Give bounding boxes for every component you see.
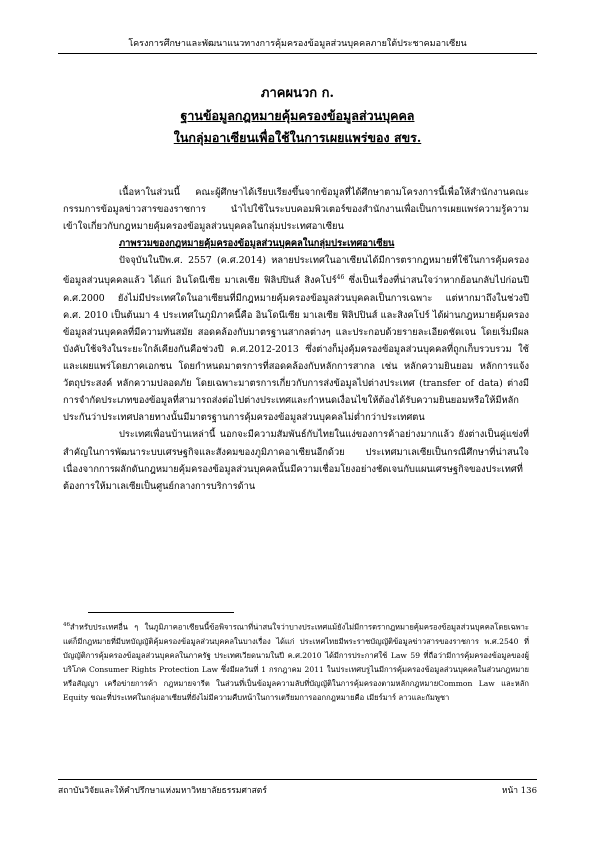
running-header: โครงการศึกษาและพัฒนาแนวทางการคุ้มครองข้อมูลส่วนบุคคลภายใต้ประชาคมอาเซียน	[58, 38, 537, 54]
footnote-reference[interactable]: 46	[336, 274, 345, 282]
section-heading: ภาพรวมของกฎหมายคุ้มครองข้อมูลส่วนบุคคลในกลุ่มประเทศอาเซียน	[119, 238, 395, 250]
page-number: หน้า 136	[501, 786, 537, 796]
page-footer	[58, 779, 537, 797]
overview-text-part2: ซึ่งเป็นเรื่องที่น่าสนใจว่าหากย้อนกลับไปก่อนปี ค.ศ.2000 ยังไม่มีประเทศใดในอาเซียนที่มีกฎหมายคุ้มครองข้อมูลส่วนบุคคลเป็นการเฉพาะ แต่หากมาถึงในช่วงปี ค.ศ. 2010 เป็นต้นมา 4 ประเทศในภูมิภาคนี้คือ อินโดนีเซีย มาเลเซีย ฟิลิปปินส์ และสิงคโปร์ ได้ผ่านกฎหมายคุ้มครองข้อมูลส่วนบุคคลที่มีความทันสมัย สอดคล้องกับมาตรฐานสากลต่างๆ และประกอบด้วยรายละเอียดชัดเจน โดยเริ่มมีผลบังคับใช้จริงในระยะใกล้เคียงกันคือช่วงปี ค.ศ.2012-2013 ซึ่งต่างก็มุ่งคุ้มครองข้อมูลส่วนบุคคลที่ถูกเก็บรวบรวม ใช้ และเผยแพร่โดยภาคเอกชน โดยกำหนดมาตรการที่สอดคล้องกับหลักการสากล เช่น หลักความยินยอม หลักการแจ้งวัตถุประสงค์ หลักความปลอดภัย โดยเฉพาะมาตรการเกี่ยวกับการส่งข้อมูลไปต่างประเทศ (transfer of data) ต่างมีการจำกัดประเภทของข้อมูลที่สามารถส่งต่อไปต่างประเทศและกำหนดเงื่อนไขให้ต้องได้รับความยินยอมหรือให้มีหลักประกันว่าประเทศปลายทางนั้นมีมาตรฐานการคุ้มครองข้อมูลส่วนบุคคลไม่ต่ำกว่าประเทศตน	[63, 275, 529, 424]
footnote-mark: 46	[63, 622, 70, 628]
page-title: ฐานข้อมูลกฎหมายคุ้มครองข้อมูลส่วนบุคคล	[180, 108, 415, 123]
appendix-title: ภาคผนวก ก.	[260, 86, 335, 101]
overview-text-part1: ปัจจุบันในปีพ.ศ. 2557 (ค.ศ.2014) หลายประเทศในอาเซียนได้มีการตรากฎหมายที่ใช้ในการคุ้มครองข้อมูลส่วนบุคคลแล้ว ได้แก่ อินโดนีเซีย มาเลเซีย ฟิลิปปินส์ สิงคโปร์	[63, 255, 529, 287]
footnote	[63, 618, 529, 705]
footnote-text: สำหรับประเทศอื่น ๆ ในภูมิภาคอาเซียนนี้ข้อพิจารณาที่น่าสนใจว่าบางประเทศแม้ยังไม่มีการตรากฎหมายคุ้มครองข้อมูลส่วนบุคคลโดยเฉพาะแต่ก็มีกฎหมายที่มีบทบัญญัติคุ้มครองข้อมูลส่วนบุคคลในบางเรื่อง ได้แก่ ประเทศไทยมีพระราชบัญญัติข้อมูลข่าวสารของราชการ พ.ศ.2540 ที่บัญญัติการคุ้มครองข้อมูลส่วนบุคคลในภาครัฐ ประเทศเวียดนามในปี ค.ศ.2010 ได้มีการประกาศใช้ Law 59 ที่ถือว่ามีการคุ้มครองข้อมูลของผู้บริโภค Consumer Rights Protection Law ซึ่งมีผลวันที่ 1 กรกฎาคม 2011 ในประเทศบรูไนมีการคุ้มครองข้อมูลส่วนบุคคลในส่วนกฎหมายหรือสัญญา เครือข่ายการค้า กฎหมายจารีต ในส่วนที่เป็นข้อมูลความลับที่บัญญัติในการคุ้มครองตามหลักกฎหมายCommon Law และหลัก Equity ขณะที่ประเทศในกลุ่มอาเซียนที่ยังไม่มีความคืบหน้าในการเตรียมการออกกฎหมายคือ เมียร์มาร์ ลาวและกัมพูชา	[63, 622, 529, 702]
body-text	[63, 184, 529, 495]
intro-paragraph: เนื้อหาในส่วนนี้ คณะผู้ศึกษาได้เรียบเรียงขึ้นจากข้อมูลที่ได้ศึกษาตามโครงการนี้เพื่อให้สำนักงานคณะกรรมการข้อมูลข่าวสารของราชการ นำไปใช้ในระบบคอมพิวเตอร์ของสำนักงานเพื่อเป็นการเผยแพร่ความรู้ความเข้าใจเกี่ยวกับกฎหมายคุ้มครองข้อมูลส่วนบุคคลในกลุ่มประเทศอาเซียน	[63, 187, 529, 233]
title-block	[60, 83, 535, 149]
footer-institution: สถาบันวิจัยและให้คำปรึกษาแห่งมหาวิทยาลัยธรรมศาสตร์	[58, 786, 267, 796]
overview-paragraph	[63, 252, 529, 426]
footnote-divider	[88, 612, 234, 613]
page-subtitle: ในกลุ่มอาเซียนเพื่อใช้ในการเผยแพร่ของ สขร.	[173, 130, 422, 145]
neighbors-paragraph: ประเทศเพื่อนบ้านเหล่านี้ นอกจะมีความสัมพันธ์กับไทยในแง่ของการค้าอย่างมากแล้ว ยังต่างเป็นคู่แข่งที่สำคัญในการพัฒนาระบบเศรษฐกิจและสังคมของภูมิภาคอาเซียนอีกด้วย ประเทศมาเลเซียเป็นกรณีศึกษาที่น่าสนใจ เนื่องจากการผลักดันกฎหมายคุ้มครองข้อมูลส่วนบุคคลนั้นมีความเชื่อมโยงอย่างชัดเจนกับแผนเศรษฐกิจของประเทศที่ต้องการให้มาเลเซียเป็นศูนย์กลางการบริการด้าน	[63, 429, 529, 492]
